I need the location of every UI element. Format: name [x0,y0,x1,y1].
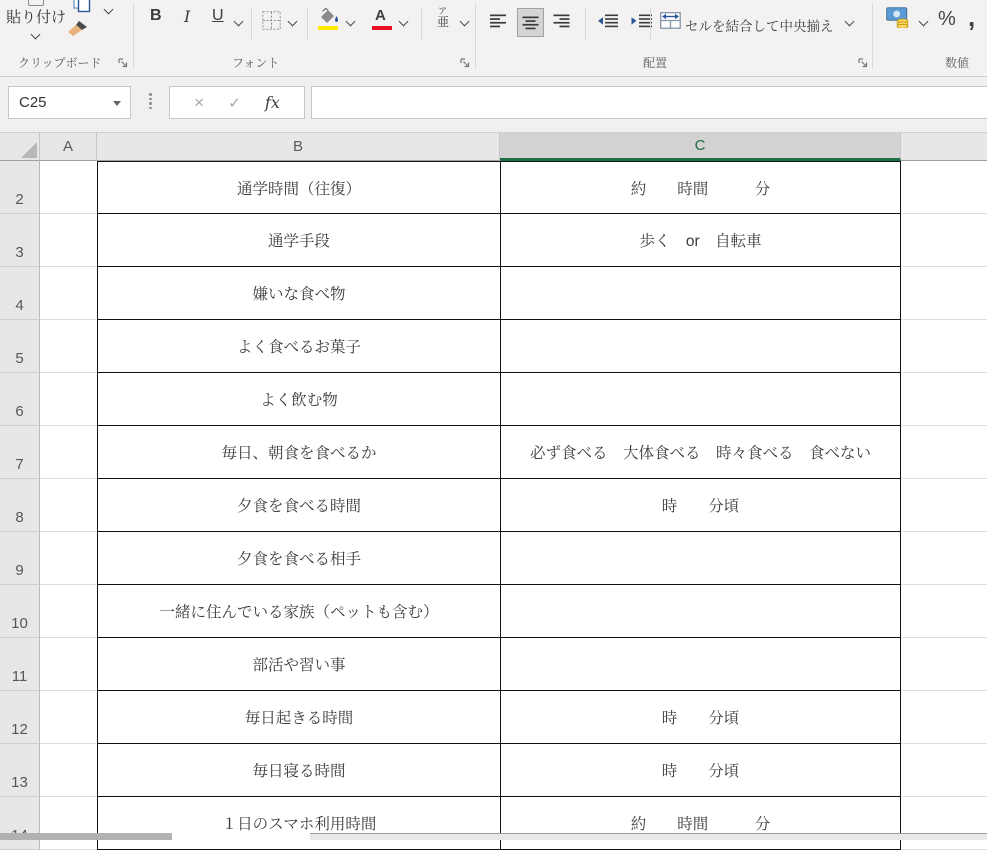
column-header-b[interactable]: B [97,133,500,161]
row-header[interactable]: 9 [0,532,40,585]
cell-question-label[interactable]: 一緒に住んでいる家族（ペットも含む） [97,585,500,638]
row-header[interactable]: 10 [0,585,40,638]
name-box-value: C25 [19,94,47,111]
cell-question-label[interactable]: 夕食を食べる時間 [97,479,500,532]
row-header[interactable]: 4 [0,267,40,320]
cell-answer-value[interactable] [500,585,901,638]
copy-button[interactable] [73,0,91,18]
cell-question-label[interactable]: 毎日起きる時間 [97,691,500,744]
cell-col-d[interactable] [901,161,987,214]
font-color-button[interactable]: A [375,7,386,24]
underline-button[interactable]: U [212,7,224,24]
accounting-chevron-icon[interactable] [919,17,929,27]
phonetic-guide-button[interactable] [437,7,449,28]
row-header[interactable]: 2 [0,161,40,214]
small-separator [650,8,651,40]
format-painter-button[interactable] [66,20,88,42]
merge-center-label[interactable]: セルを結合して中央揃え [685,19,834,34]
cell-question-label[interactable]: 夕食を食べる相手 [97,532,500,585]
dialog-launcher-icon [459,57,471,69]
merge-center-icon [660,12,681,29]
formula-bar-drag-handle[interactable] [149,93,152,109]
cell-answer-value[interactable] [500,373,901,426]
cell-question-label[interactable]: 毎日、朝食を食べるか [97,426,500,479]
cell-question-label[interactable]: 毎日寝る時間 [97,744,500,797]
cell-col-a[interactable] [40,479,97,532]
formula-input[interactable] [311,86,987,119]
table-row [0,214,987,267]
currency-icon [886,7,910,28]
bold-button[interactable]: B [150,7,162,24]
number-group-label: 数値 [945,56,970,70]
copy-icon [73,0,91,13]
cell-col-d[interactable] [901,532,987,585]
scrollbar-area-edge [310,833,987,840]
fill-color-bar [318,26,338,30]
phonetic-chevron-icon[interactable] [460,17,470,27]
worksheet-grid [0,161,987,850]
table-row [0,161,987,214]
cell-answer-value[interactable]: 時 分頃 [500,691,901,744]
cell-question-label[interactable]: 嫌いな食べ物 [97,267,500,320]
cell-answer-value[interactable] [500,532,901,585]
paste-chevron-icon[interactable] [31,30,41,40]
cell-col-a[interactable] [40,267,97,320]
small-separator [421,8,422,40]
cancel-icon[interactable]: × [194,92,205,112]
group-separator [475,3,476,69]
cell-col-a[interactable] [40,426,97,479]
phonetic-big-label: 亜 [437,15,450,29]
cell-col-a[interactable] [40,638,97,691]
formula-bar-row [0,77,987,133]
font-color-chevron-icon[interactable] [399,17,409,27]
align-left-button[interactable] [490,14,507,33]
fill-color-chevron-icon[interactable] [346,17,356,27]
enter-icon[interactable]: ✓ [228,94,241,112]
align-right-button[interactable] [553,14,570,33]
table-row [0,426,987,479]
column-headers [0,133,987,161]
name-box-dropdown-icon[interactable] [113,101,121,106]
cell-col-a[interactable] [40,373,97,426]
cell-col-d[interactable] [901,426,987,479]
cell-answer-value[interactable]: 時 分頃 [500,744,901,797]
table-row [0,691,987,744]
italic-button[interactable]: I [184,7,191,26]
cell-answer-value[interactable]: 歩く or 自転車 [500,214,901,267]
select-all-triangle-icon [21,142,37,158]
table-row [0,320,987,373]
borders-icon [262,11,281,30]
select-all-corner[interactable] [0,133,40,161]
cell-col-a[interactable] [40,691,97,744]
row-header[interactable]: 8 [0,479,40,532]
cell-answer-value[interactable]: 時 分頃 [500,479,901,532]
cell-answer-value[interactable]: 必ず食べる 大体食べる 時々食べる 食べない [500,426,901,479]
table-row [0,373,987,426]
align-center-icon [522,16,539,30]
small-separator [307,8,308,40]
alignment-dialog-launcher[interactable] [857,56,869,68]
cell-col-a[interactable] [40,532,97,585]
cell-answer-value[interactable]: 約 時間 分 [500,161,901,214]
cell-col-d[interactable] [901,320,987,373]
fill-color-icon [318,8,340,25]
underline-chevron-icon[interactable] [234,17,244,27]
borders-chevron-icon[interactable] [288,17,298,27]
cell-col-a[interactable] [40,797,97,850]
column-header-a[interactable]: A [40,133,97,161]
sheet-tab-bar-edge [0,833,172,840]
formula-bar-buttons [169,86,305,119]
clipboard-dialog-launcher[interactable] [117,56,129,68]
cell-question-label[interactable]: 通学手段 [97,214,500,267]
cell-answer-value[interactable] [500,267,901,320]
table-row [0,532,987,585]
cell-question-label[interactable]: 通学時間（往復） [97,161,500,214]
row-header[interactable]: 12 [0,691,40,744]
small-separator [585,8,586,40]
table-row [0,797,987,850]
merge-chevron-icon[interactable] [845,17,855,27]
row-header[interactable]: 11 [0,638,40,691]
phonetic-small-label: ア [438,6,448,16]
column-header-d[interactable] [901,133,987,161]
align-center-button[interactable] [517,8,544,37]
row-header[interactable]: 3 [0,214,40,267]
dialog-launcher-icon [117,57,129,69]
cell-col-d[interactable] [901,638,987,691]
merge-center-button[interactable] [660,12,681,34]
table-row [0,479,987,532]
cell-col-a[interactable] [40,161,97,214]
cell-question-label[interactable]: よく食べるお菓子 [97,320,500,373]
font-dialog-launcher[interactable] [459,56,471,68]
dialog-launcher-icon [857,57,869,69]
cell-col-d[interactable] [901,797,987,850]
cell-answer-value[interactable]: 約 時間 分 [500,797,901,850]
borders-button[interactable] [262,11,281,35]
align-right-icon [553,14,570,28]
ribbon [0,0,987,77]
cell-col-d[interactable] [901,373,987,426]
group-separator [872,3,873,69]
align-left-icon [490,14,507,28]
font-color-bar [372,26,392,30]
cell-col-a[interactable] [40,320,97,373]
table-row [0,585,987,638]
row-header[interactable]: 5 [0,320,40,373]
cell-col-d[interactable] [901,479,987,532]
small-separator [251,8,252,40]
cell-question-label[interactable]: １日のスマホ利用時間 [97,797,500,850]
decrease-indent-icon [597,14,619,28]
row-header[interactable]: 13 [0,744,40,797]
table-row [0,744,987,797]
row-header[interactable] [0,797,40,850]
decrease-indent-button[interactable] [597,14,619,33]
insert-function-icon[interactable]: fx [264,93,280,112]
cell-answer-value[interactable] [500,320,901,373]
table-row [0,638,987,691]
cell-question-label[interactable]: よく飲む物 [97,373,500,426]
cell-col-a[interactable] [40,214,97,267]
copy-chevron-icon[interactable] [104,5,114,15]
comma-style-button[interactable]: , [968,2,976,32]
cell-question-label[interactable]: 部活や習い事 [97,638,500,691]
font-group-label: フォント [232,56,280,70]
paste-button[interactable]: 貼り付け [6,9,67,26]
row-header[interactable]: 7 [0,426,40,479]
cell-col-d[interactable] [901,585,987,638]
accounting-format-button[interactable] [886,7,910,33]
cell-answer-value[interactable] [500,638,901,691]
column-header-c-selected[interactable]: C [500,133,901,161]
group-separator [133,3,134,69]
percent-style-button[interactable]: % [938,8,956,30]
table-row [0,267,987,320]
alignment-group-label: 配置 [643,56,668,70]
cell-col-d[interactable] [901,267,987,320]
format-painter-icon [66,20,88,37]
cell-col-d[interactable] [901,744,987,797]
cell-col-d[interactable] [901,691,987,744]
cell-col-d[interactable] [901,214,987,267]
clipboard-group-label: クリップボード [18,56,102,70]
name-box[interactable] [8,86,131,119]
cell-col-a[interactable] [40,744,97,797]
cell-col-a[interactable] [40,585,97,638]
row-header[interactable]: 6 [0,373,40,426]
